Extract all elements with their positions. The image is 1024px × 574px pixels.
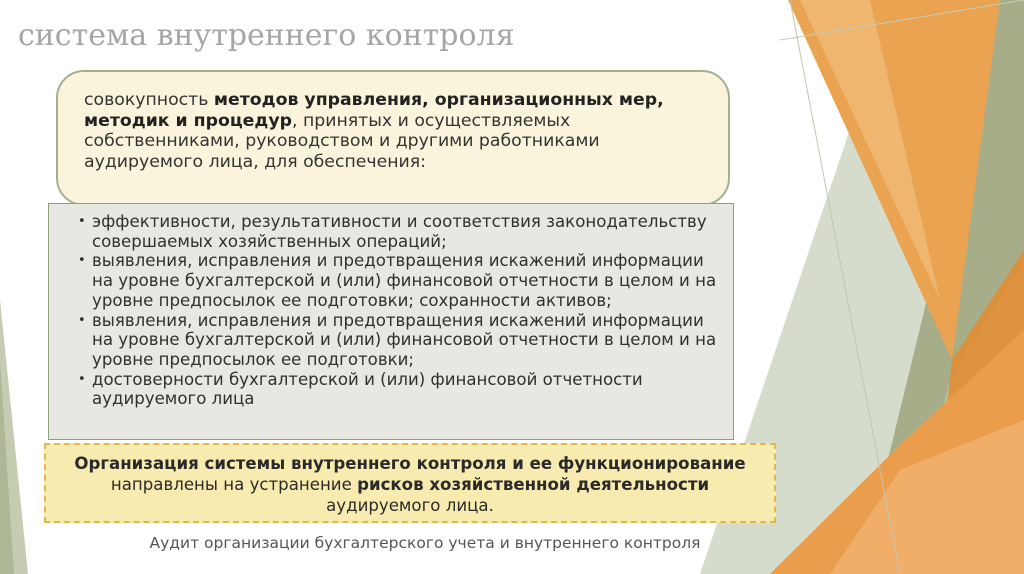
conclusion-mid: направлены на устранение — [110, 475, 358, 494]
slide-footer: Аудит организации бухгалтерского учета и внутреннего контроля — [149, 534, 701, 552]
definition-bold-term: методов управления, организационных мер, методик и процедур — [84, 90, 664, 131]
definition-box — [56, 70, 730, 206]
bullet-icon: • — [78, 312, 86, 328]
conclusion-bold-1: Организация системы внутреннего контроля и ее функционирование — [74, 454, 746, 473]
purpose-text-2: выявления, исправления и предотвращения искажений информации на уровне бухгалтерской и (или) финансовой отчетности в целом и на уровне предпосылок ее подготовки; сохранности активов; — [92, 251, 717, 310]
purpose-text-4: достоверности бухгалтерской и (или) финансовой отчетности аудируемого лица — [92, 369, 643, 409]
conclusion-end: аудируемого лица. — [326, 496, 494, 515]
definition-prefix: совокупность — [84, 90, 214, 110]
slide-title: система внутреннего контроля — [18, 18, 515, 53]
purposes-list — [78, 212, 721, 409]
bullet-icon: • — [78, 214, 86, 229]
list-item — [78, 251, 721, 310]
purpose-text-3: выявления, исправления и предотвращения искажений информации на уровне бухгалтерской и (или) финансовой отчетности в целом и на уровне предпосылок ее подготовки; — [92, 310, 717, 369]
definition-rest: , принятых и осуществляемых собственниками, руководством и другими работниками аудируемого лица, для обеспечения: — [84, 110, 600, 172]
list-item — [78, 212, 721, 251]
list-item — [78, 311, 721, 370]
purposes-box — [48, 203, 734, 440]
bullet-icon: • — [78, 371, 86, 387]
bullet-icon: • — [78, 253, 86, 269]
list-item — [78, 370, 721, 409]
purpose-text-1: эффективности, результативности и соответствия законодательству совершаемых хозяйственных операций; — [92, 212, 707, 251]
conclusion-bold-2: рисков хозяйственной деятельности — [357, 475, 710, 494]
conclusion-box — [44, 443, 776, 523]
